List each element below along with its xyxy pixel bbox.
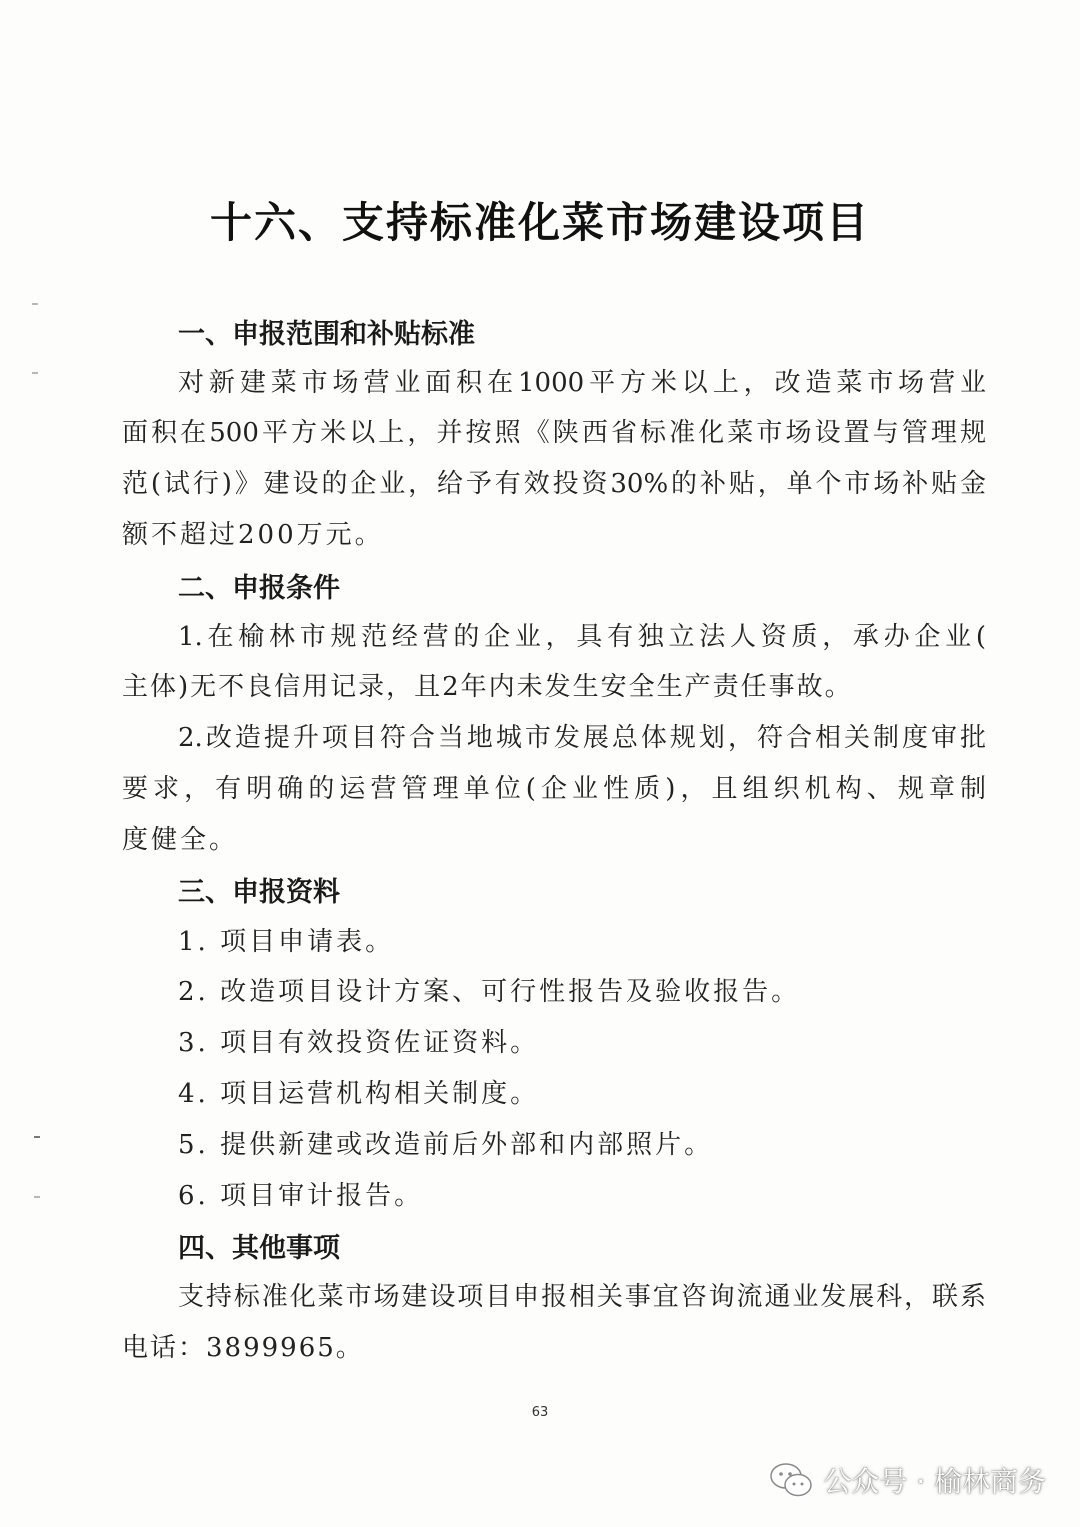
paragraph-line: 范(试行)》建设的企业，给予有效投资30%的补贴，单个市场补贴金 [122,469,986,499]
paragraph-line: 支持标准化菜市场建设项目申报相关事宜咨询流通业发展科，联系 [178,1282,986,1312]
list-item: 2. 改造项目设计方案、可行性报告及验收报告。 [178,977,801,1007]
list-item: 6. 项目审计报告。 [178,1181,424,1211]
paragraph-line: 2.改造提升项目符合当地城市发展总体规划，符合相关制度审批 [178,723,986,753]
wechat-icon [769,1461,813,1499]
scan-mark [32,303,38,305]
section-heading-conditions: 二、申报条件 [178,573,340,604]
list-item: 3. 项目有效投资佐证资料。 [178,1028,540,1058]
section-heading-other: 四、其他事项 [178,1233,340,1264]
paragraph-line: 额不超过200万元。 [122,520,384,550]
list-item: 1. 项目申请表。 [178,927,395,957]
watermark-text: 公众号 · 榆林商务 [823,1465,1046,1498]
paragraph-line: 要求，有明确的运营管理单位(企业性质)，且组织机构、规章制 [122,774,986,804]
paragraph-line: 度健全。 [122,825,239,855]
scan-mark [34,1136,40,1138]
paragraph-line: 面积在500平方米以上，并按照《陕西省标准化菜市场设置与管理规 [122,418,986,448]
watermark [769,1460,1046,1500]
section-heading-materials: 三、申报资料 [178,877,340,908]
paragraph-line: 电话：3899965。 [122,1333,364,1363]
paragraph-line: 对新建菜市场营业面积在1000平方米以上，改造菜市场营业 [178,368,986,398]
paragraph-line: 1.在榆林市规范经营的企业，具有独立法人资质，承办企业( [178,622,986,652]
scan-mark [32,372,38,374]
scan-mark [34,1196,40,1198]
list-item: 5. 提供新建或改造前后外部和内部照片。 [178,1130,714,1160]
page-number: 63 [531,1405,549,1420]
list-item: 4. 项目运营机构相关制度。 [178,1079,540,1109]
section-heading-scope: 一、申报范围和补贴标准 [178,319,475,350]
paragraph-line: 主体)无不良信用记录，且2年内未发生安全生产责任事故。 [122,672,853,702]
document-title: 十六、支持标准化菜市场建设项目 [209,198,870,247]
